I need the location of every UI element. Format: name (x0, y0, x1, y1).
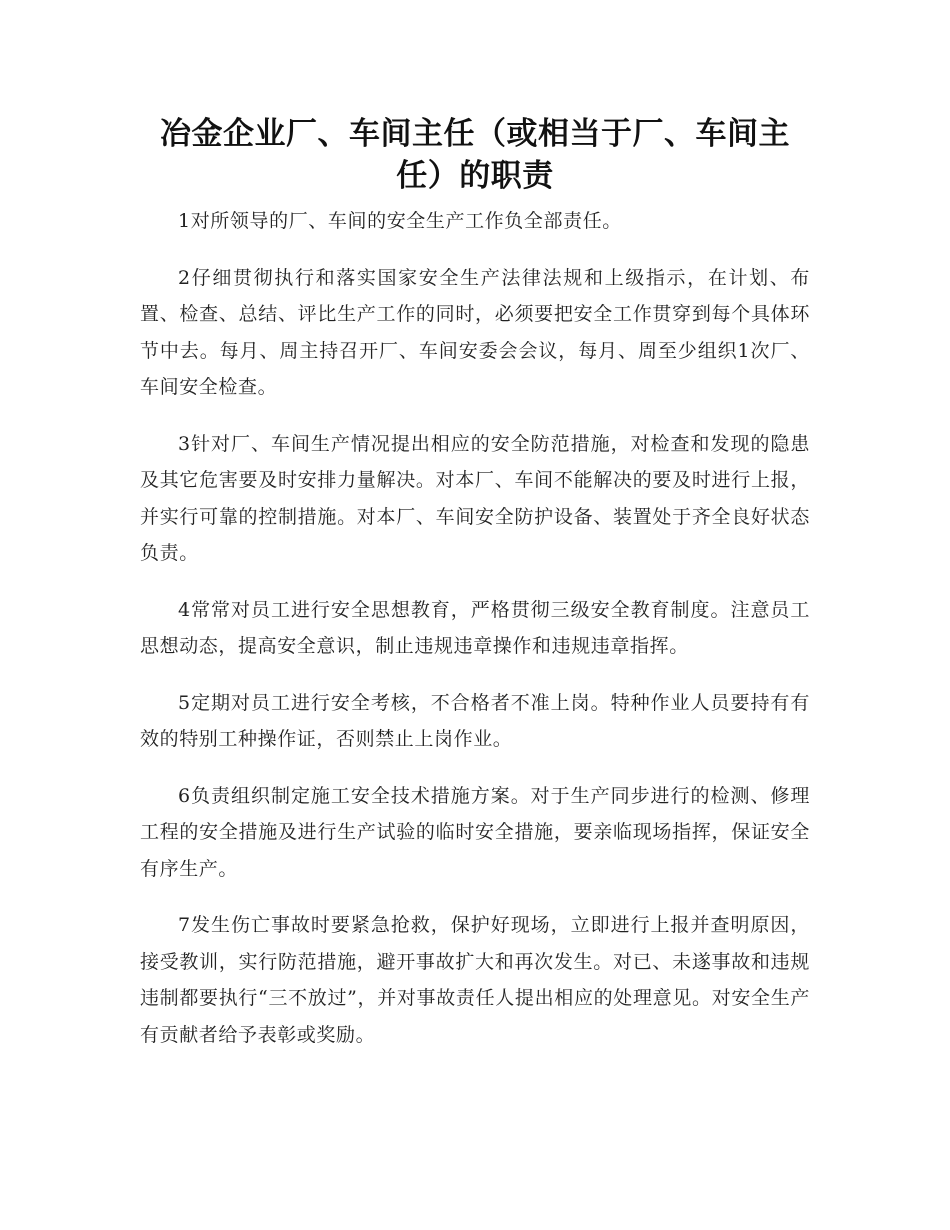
paragraph-5: 5定期对员工进行安全考核，不合格者不准上岗。特种作业人员要持有有效的特别工种操作证，否则禁止上岗作业。 (140, 691, 810, 750)
document-title: 冶金企业厂、车间主任（或相当于厂、车间主任）的职责 (160, 116, 790, 194)
paragraph-6: 6负责组织制定施工安全技术措施方案。对于生产同步进行的检测、修理工程的安全措施及进行生产试验的临时安全措施，要亲临现场指挥，保证安全有序生产。 (140, 784, 810, 880)
paragraph-3: 3针对厂、车间生产情况提出相应的安全防范措施，对检查和发现的隐患及其它危害要及时安排力量解决。对本厂、车间不能解决的要及时进行上报，并实行可靠的控制措施。对本厂、车间安全防护设备、装置处于齐全良好状态负责。 (140, 432, 810, 564)
paragraph-7: 7发生伤亡事故时要紧急抢救，保护好现场，立即进行上报并查明原因，接受教训，实行防范措施，避开事故扩大和再次发生。对已、未遂事故和违规违制都要执行“三不放过”，并对事故责任人提出相应的处理意见。对安全生产有贡献者给予表彰或奖励。 (140, 914, 810, 1046)
document-body (140, 203, 810, 1073)
paragraph-2: 2仔细贯彻执行和落实国家安全生产法律法规和上级指示，在计划、布置、检查、总结、评比生产工作的同时，必须要把安全工作贯穿到每个具体环节中去。每月、周主持召开厂、车间安委会会议，每月、周至少组织1次厂、车间安全检查。 (140, 266, 810, 398)
paragraph-4: 4常常对员工进行安全思想教育，严格贯彻三级安全教育制度。注意员工思想动态，提高安全意识，制止违规违章操作和违规违章指挥。 (140, 598, 810, 657)
paragraph-1: 1对所领导的厂、车间的安全生产工作负全部责任。 (178, 210, 622, 232)
